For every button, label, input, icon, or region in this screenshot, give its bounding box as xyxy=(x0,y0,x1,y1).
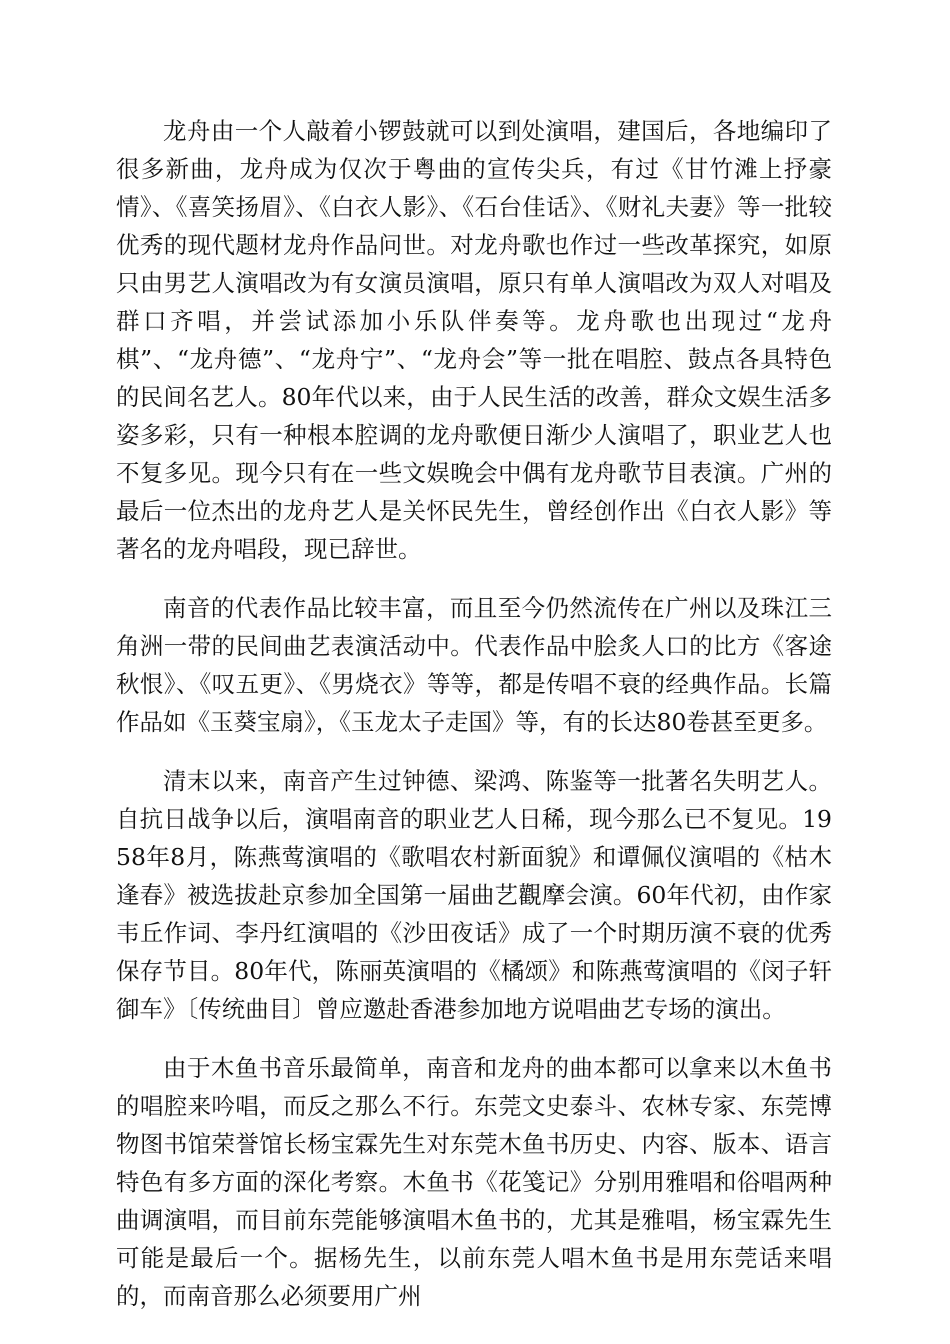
paragraph-nanyin-works: 南音的代表作品比较丰富，而且至今仍然流传在广州以及珠江三角洲一带的民间曲艺表演活动中。代表作品中脍炙人口的比方《客途秋恨》、《叹五更》、《男烧衣》等等，都是传唱不衰的经典作品。长篇作品如《玉葵宝扇》，《玉龙太子走国》等，有的长达80卷甚至更多。 xyxy=(116,594,832,736)
document-body xyxy=(116,112,832,1315)
paragraph-dragon-boat-song: 龙舟由一个人敲着小锣鼓就可以到处演唱，建国后，各地编印了很多新曲，龙舟成为仅次于粤曲的宣传尖兵，有过《甘竹滩上抒豪情》、《喜笑扬眉》、《白衣人影》、《石台佳话》、《财礼夫妻》等一批较优秀的现代题材龙舟作品问世。对龙舟歌也作过一些改革探究，如原只由男艺人演唱改为有女演员演唱，原只有单人演唱改为双人对唱及群口齐唱，并尝试添加小乐队伴奏等。龙舟歌也出现过“龙舟棋”、“龙舟德”、“龙舟宁”、“龙舟会”等一批在唱腔、鼓点各具特色的民间名艺人。80年代以来，由于人民生活的改善，群众文娱生活多姿多彩，只有一种根本腔调的龙舟歌便日渐少人演唱了，职业艺人也不复多见。现今只有在一些文娱晚会中偶有龙舟歌节目表演。广州的最后一位杰出的龙舟艺人是关怀民先生，曾经创作出《白衣人影》等著名的龙舟唱段，现已辞世。 xyxy=(116,117,832,563)
paragraph-muyu-book: 由于木鱼书音乐最简单，南音和龙舟的曲本都可以拿来以木鱼书的唱腔来吟唱，而反之那么不行。东莞文史泰斗、农林专家、东莞博物图书馆荣誉馆长杨宝霖先生对东莞木鱼书历史、内容、版本、语言特色有多方面的深化考察。木鱼书《花笺记》分别用雅唱和俗唱两种曲调演唱，而目前东莞能够演唱木鱼书的，尤其是雅唱，杨宝霖先生可能是最后一个。据杨先生，以前东莞人唱木鱼书是用东莞话来唱的，而南音那么必须要用广州 xyxy=(116,1054,832,1310)
paragraph-nanyin-artists: 清末以来，南音产生过钟德、梁鸿、陈鉴等一批著名失明艺人。自抗日战争以后，演唱南音的职业艺人日稀，现今那么已不复见。1958年8月，陈燕莺演唱的《歌唱农村新面貌》和谭佩仪演唱的《枯木逢春》被选拔赴京参加全国第一届曲艺觀摩会演。60年代初，由作家韦丘作词、李丹红演唱的《沙田夜话》成了一个时期历演不衰的优秀保存节目。80年代，陈丽英演唱的《橘颂》和陈燕莺演唱的《闵子轩御车》〔传统曲目〕曾应邀赴香港参加地方说唱曲艺专场的演出。 xyxy=(116,767,832,1023)
